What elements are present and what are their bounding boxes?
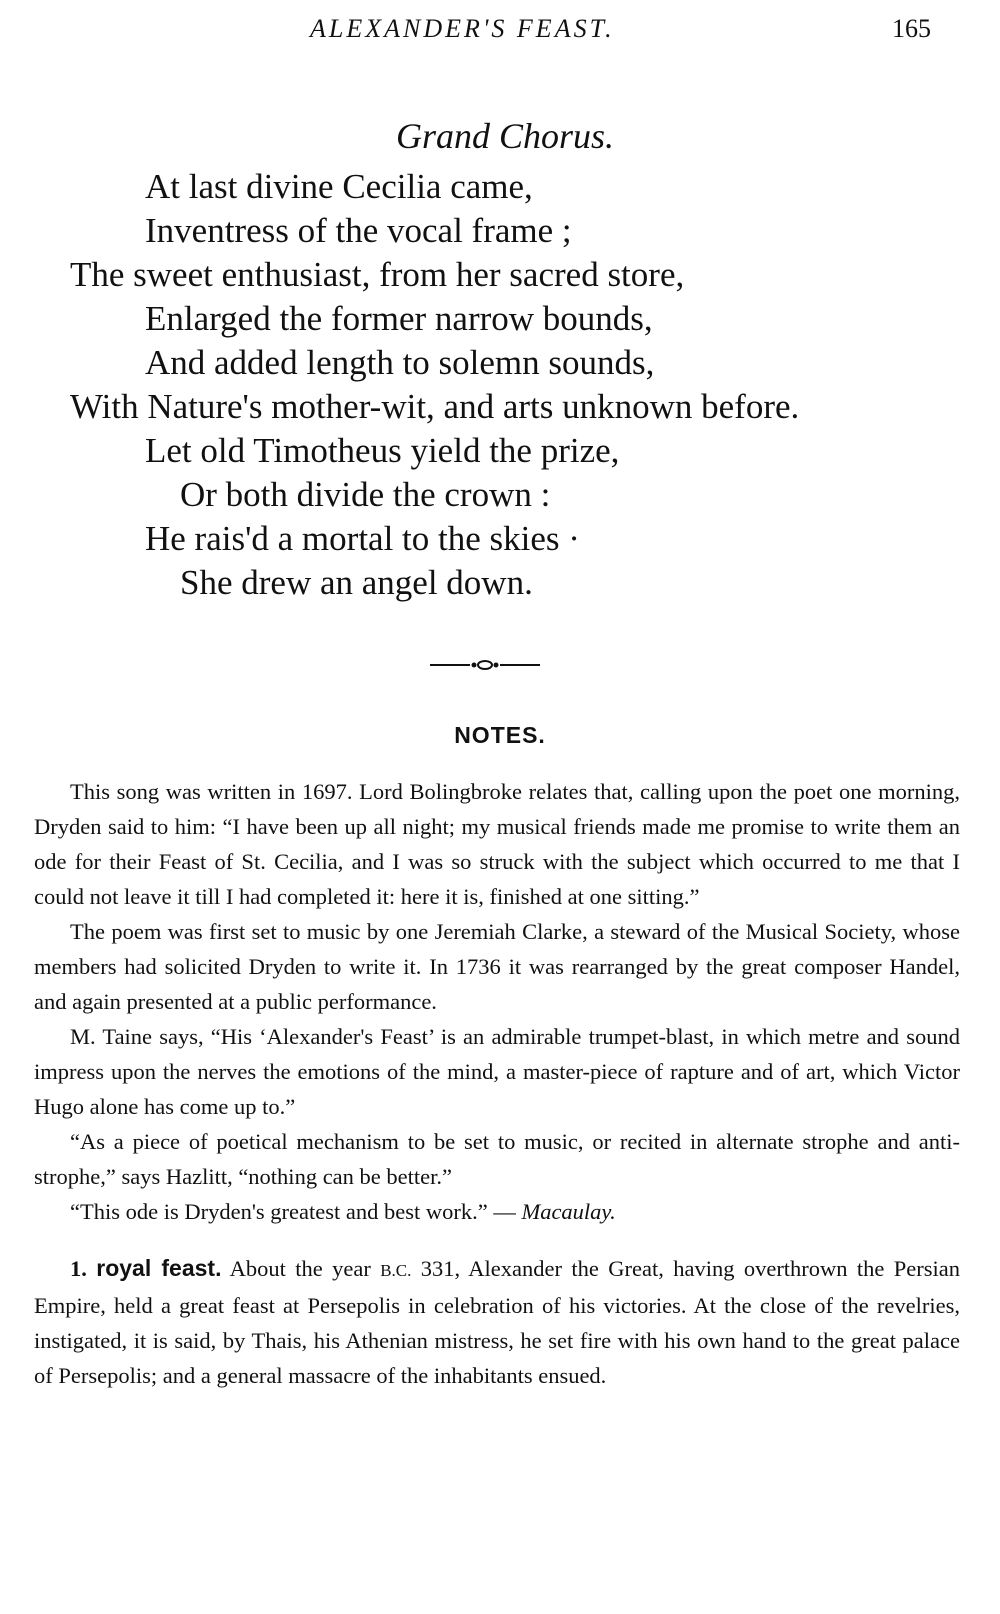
verse-line: And added length to solemn sounds,	[145, 343, 655, 382]
footnote-number: 1.	[70, 1256, 87, 1281]
verse-line: Inventress of the vocal frame ;	[145, 211, 572, 250]
macaulay-quote	[34, 1194, 960, 1229]
notes-heading: NOTES.	[454, 722, 546, 748]
verse-line: At last divine Cecilia came,	[145, 167, 533, 206]
verse-line: He rais'd a mortal to the skies ·	[145, 519, 580, 558]
verse-line: Enlarged the former narrow bounds,	[145, 299, 653, 338]
footnote-era: B.C.	[380, 1261, 412, 1280]
quote-text: “This ode is Dryden's greatest and best work.” —	[70, 1199, 516, 1224]
verse-line: She drew an angel down.	[180, 563, 533, 602]
quote-attribution: Macaulay.	[521, 1199, 616, 1224]
notes-body	[34, 774, 960, 1393]
footnote-text-before: About the year	[229, 1256, 371, 1281]
notes-paragraph: The poem was first set to music by one Jeremiah Clarke, a steward of the Musical Society, whose members had solicited Dryden to write it. In 1736 it was rearranged by the great composer Handel, and again presented at a public performance.	[34, 919, 960, 1014]
page-header	[0, 14, 1000, 54]
verse-line: With Nature's mother-wit, and arts unknown before.	[70, 387, 800, 426]
notes-paragraph: This song was written in 1697. Lord Bolingbroke relates that, calling upon the poet one morning, Dryden said to him: “I have been up all night; my musical friends made me promise to write them an ode for their Feast of St. Cecilia, and I was so struck with the subject which occurred to me that I could not leave it till I had completed it: here it is, finished at one sitting.”	[34, 779, 960, 909]
footnote	[34, 1251, 960, 1393]
footnote-headword: royal feast.	[96, 1255, 222, 1281]
running-title: ALEXANDER'S FEAST.	[310, 14, 615, 43]
verse-line: The sweet enthusiast, from her sacred store,	[70, 255, 685, 294]
notes-paragraph: M. Taine says, “His ‘Alexander's Feast’ is an admirable trumpet-blast, in which metre and sound impress upon the nerves the emotions of the mind, a master-piece of rapture and of art, which Victor Hugo alone has come up to.”	[34, 1024, 960, 1119]
footnote-text-after: 331, Alexander the Great, having overthrown the Persian Empire, held a great feast at Persepolis in celebration of his victories. At the close of the revelries, instigated, it is said, by Thais, his Athenian mistress, he set fire with his own hand to the great palace of Persepolis; and a general massacre of the inhabitants ensued.	[34, 1256, 961, 1388]
page-number: 165	[892, 14, 931, 43]
chorus-title: Grand Chorus.	[395, 116, 615, 156]
verse-line: Or both divide the crown :	[180, 475, 551, 514]
ornament-divider	[430, 658, 540, 672]
notes-paragraph: “As a piece of poetical mechanism to be set to music, or recited in alternate strophe and anti-strophe,” says Hazlitt, “nothing can be better.”	[34, 1129, 960, 1189]
verse-line: Let old Timotheus yield the prize,	[145, 431, 620, 470]
